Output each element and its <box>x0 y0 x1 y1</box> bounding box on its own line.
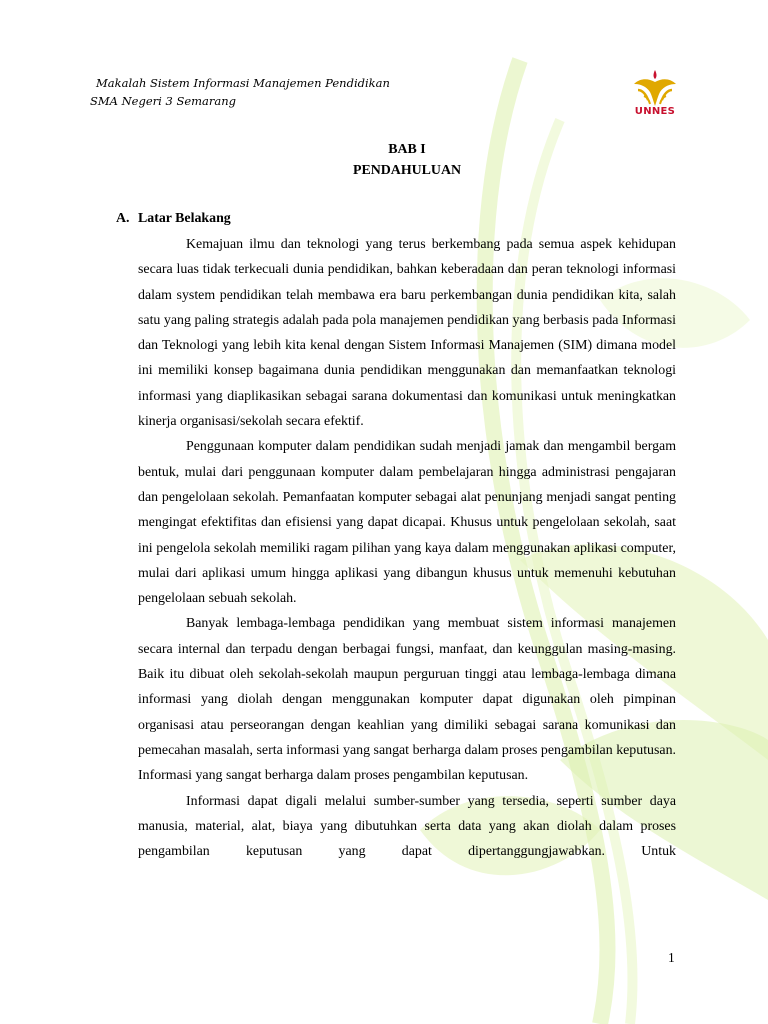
section-title: Latar Belakang <box>138 211 231 226</box>
chapter-title: PENDAHULUAN <box>352 163 462 178</box>
unnes-logo <box>630 68 680 124</box>
section-heading <box>116 209 676 229</box>
header-title: Makalah Sistem Informasi Manajemen Pendidikan <box>96 76 390 90</box>
paragraph: Banyak lembaga-lembaga pendidikan yang membuat sistem informasi manajemen secara internal dan terpadu dengan berbagai fungsi, manfaat, dan keunggulan masing-masing. Baik itu dibuat oleh sekolah-sekolah maupun perguruan tinggi atau lembaga-lembaga dimana informasi yang diolah dengan menggunakan komputer dapat digunakan oleh pimpinan organisasi atau perseorangan dengan keahlian yang dimiliki sebagai sarana komunikasi dan pemecahan masalah, serta informasi yang sangat berharga dalam proses pengambilan keputusan. Informasi yang sangat berharga dalam proses pengambilan keputusan. <box>138 616 676 784</box>
page-number: 1 <box>668 950 675 965</box>
paragraph: Kemajuan ilmu dan teknologi yang terus berkembang pada semua aspek kehidupan secara luas tidak terkecuali dunia pendidikan, bahkan keberadaan dan peran teknologi informasi dalam system pendidikan telah membawa era baru perkembangan dunia pendidikan kita, salah satu yang paling strategis adalah pada pola manajemen pendidikan yang berbasis pada Informasi dan Teknologi yang lebih kita kenal dengan Sistem Informasi Manajemen (SIM) dimana model ini memiliki konsep bagaimana dunia pendidikan menggunakan dan memanfaatkan teknologi informasi yang diaplikasikan sebagai sarana dokumentasi dan komunikasi untuk meningkatkan kinerja organisasi/sekolah secara efektif. <box>138 237 676 430</box>
unnes-logo-icon <box>630 68 680 108</box>
paragraph: Informasi dapat digali melalui sumber-sumber yang tersedia, seperti sumber daya manusia, material, alat, biaya yang dibutuhkan serta data yang akan diolah dalam proses pengambilan keputusan yang dapat dipertanggungjawabkan. Untuk <box>138 793 676 860</box>
chapter-number: BAB I <box>388 142 426 157</box>
running-header <box>90 76 390 108</box>
header-school: SMA Negeri 3 Semarang <box>90 94 237 108</box>
paragraph: Penggunaan komputer dalam pendidikan sudah menjadi jamak dan mengambil bergam bentuk, mulai dari penggunaan komputer dalam pembelajaran hingga administrasi pengajaran dan pengelolaan sekolah. Pemanfaatan komputer sebagai alat penunjang menjadi sangat penting mengingat efektifitas dan efisiensi yang dapat dicapai. Khusus untuk pengelolaan sekolah, saat ini pengelola sekolah memiliki ragam pilihan yang kaya dalam menggunakan aplikasi computer, mulai dari aplikasi umum hingga aplikasi yang dibangun khusus untuk memenuhi kebutuhan pengelolaan sebuah sekolah. <box>138 439 676 607</box>
section-number: A. <box>116 211 130 226</box>
document-body <box>116 139 676 864</box>
logo-text: UNNES <box>634 106 676 117</box>
